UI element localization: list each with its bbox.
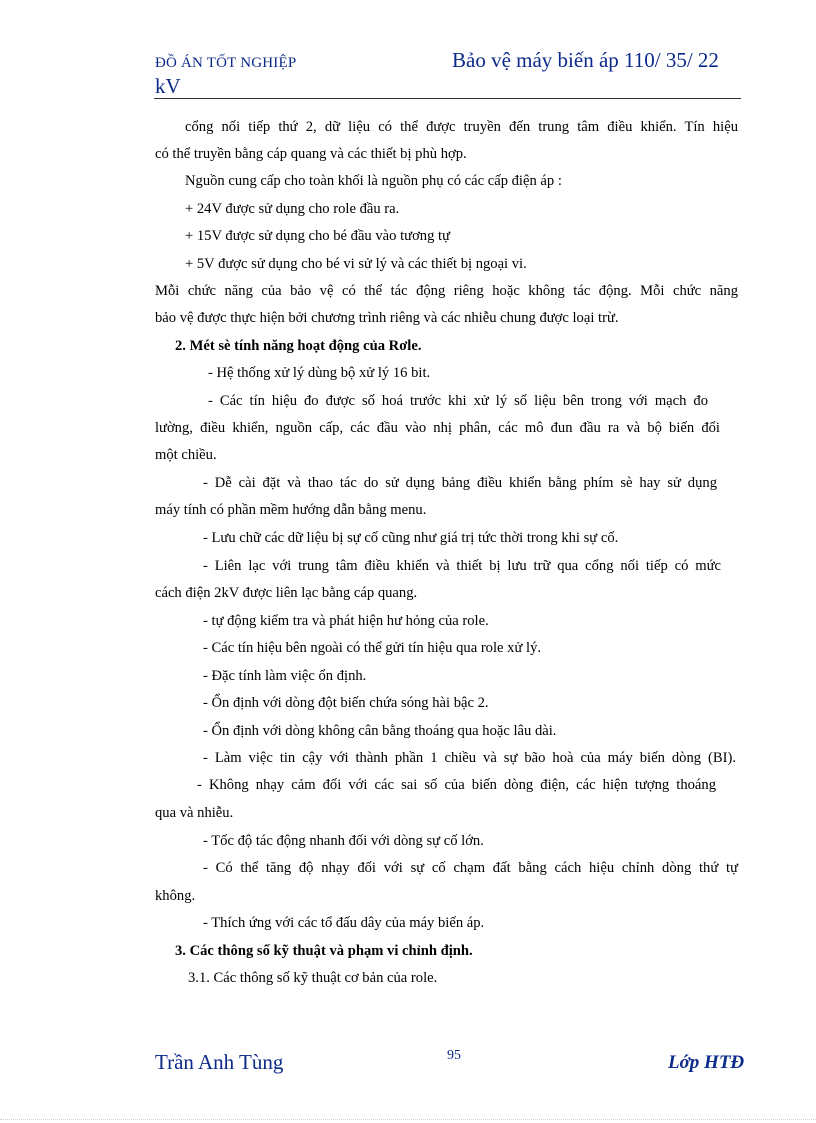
body-line: - Có thể tăng độ nhạy đối với sự cố chạm đất bằng cách hiệu chỉnh dòng thứ tự <box>203 860 738 876</box>
page-number: 95 <box>447 1048 461 1063</box>
body-line: - Ổn định với dòng không cân bằng thoáng qua hoặc lâu dài. <box>203 723 557 739</box>
body-line: không. <box>155 888 196 904</box>
body-line: có thể truyền bằng cáp quang và các thiết bị phù hợp. <box>155 146 467 162</box>
page-bottom-border <box>0 1119 816 1120</box>
footer-author: Trần Anh Tùng <box>155 1050 284 1074</box>
body-line: một chiều. <box>155 447 217 463</box>
body-line: máy tính có phần mềm hướng dẫn bằng menu. <box>155 502 427 518</box>
body-line: Nguồn cung cấp cho toàn khối là nguồn phụ có các cấp điện áp : <box>185 173 562 189</box>
footer-class: Lớp HTĐ <box>668 1052 745 1073</box>
subsection-heading: 3.1. Các thông số kỹ thuật cơ bản của role. <box>188 970 438 986</box>
header-title-left: ĐỒ ÁN TỐT NGHIỆP <box>155 55 297 71</box>
body-line: - Hệ thống xử lý dùng bộ xử lý 16 bit. <box>208 365 431 381</box>
body-line: - Làm việc tin cậy với thành phần 1 chiều và sự bão hoà của máy biến dòng (BI). <box>203 750 736 766</box>
body-line: cách điện 2kV được liên lạc bằng cáp quang. <box>155 585 418 601</box>
body-line: - Các tín hiệu bên ngoài có thể gửi tín hiệu qua role xử lý. <box>203 640 542 656</box>
body-line: - Lưu chữ các dữ liệu bị sự cố cũng như giá trị tức thời trong khi sự cố. <box>203 530 619 546</box>
body-line: lường, điều khiển, nguồn cấp, các đầu vào nhị phân, các mô đun đầu ra và bộ biến đổi <box>155 420 720 436</box>
section-heading: 2. Mét sè tính năng hoạt động của Rơle. <box>175 338 422 354</box>
body-line: - Tốc độ tác động nhanh đối với dòng sự cố lớn. <box>203 833 484 849</box>
header-title-kv: kV <box>155 74 181 98</box>
body-line: cổng nối tiếp thứ 2, dữ liệu có thể được truyền đến trung tâm điều khiển. Tín hiệu <box>185 119 738 135</box>
body-line: - Ổn định với dòng đột biến chứa sóng hài bậc 2. <box>203 695 489 711</box>
body-line: + 15V được sử dụng cho bé đầu vào tương tự <box>185 228 450 244</box>
body-line: qua và nhiễu. <box>155 805 234 821</box>
body-line: Mỗi chức năng của bảo vệ có thể tác động riêng hoặc không tác động. Mỗi chức năng <box>155 283 738 299</box>
body-line: bảo vệ được thực hiện bởi chương trình riêng và các nhiễu chung được loại trừ. <box>155 310 619 326</box>
header-divider <box>154 98 741 99</box>
body-line: - Thích ứng với các tổ đấu dây của máy biến áp. <box>203 915 485 931</box>
body-line: + 5V được sử dụng cho bé vi sử lý và các thiết bị ngoại vi. <box>185 256 527 272</box>
section-heading: 3. Các thông số kỹ thuật và phạm vi chỉnh định. <box>175 943 473 959</box>
body-line: - Đặc tính làm việc ổn định. <box>203 668 367 684</box>
body-line: - Liên lạc với trung tâm điều khiển và thiết bị lưu trữ qua cổng nối tiếp có mức <box>203 558 721 574</box>
body-line: - tự động kiểm tra và phát hiện hư hỏng của role. <box>203 613 489 629</box>
body-line: + 24V được sử dụng cho role đầu ra. <box>185 201 400 217</box>
body-line: - Không nhạy cảm đối với các sai số của biến dòng điện, các hiện tượng thoáng <box>197 777 716 793</box>
body-line: - Dễ cài đặt và thao tác do sử dụng bảng điều khiển bằng phím sè hay sử dụng <box>203 475 717 491</box>
header-title-right: Bảo vệ máy biến áp 110/ 35/ 22 <box>452 48 719 72</box>
body-line: - Các tín hiệu đo được số hoá trước khi xử lý số liệu bên trong với mạch đo <box>208 393 708 409</box>
